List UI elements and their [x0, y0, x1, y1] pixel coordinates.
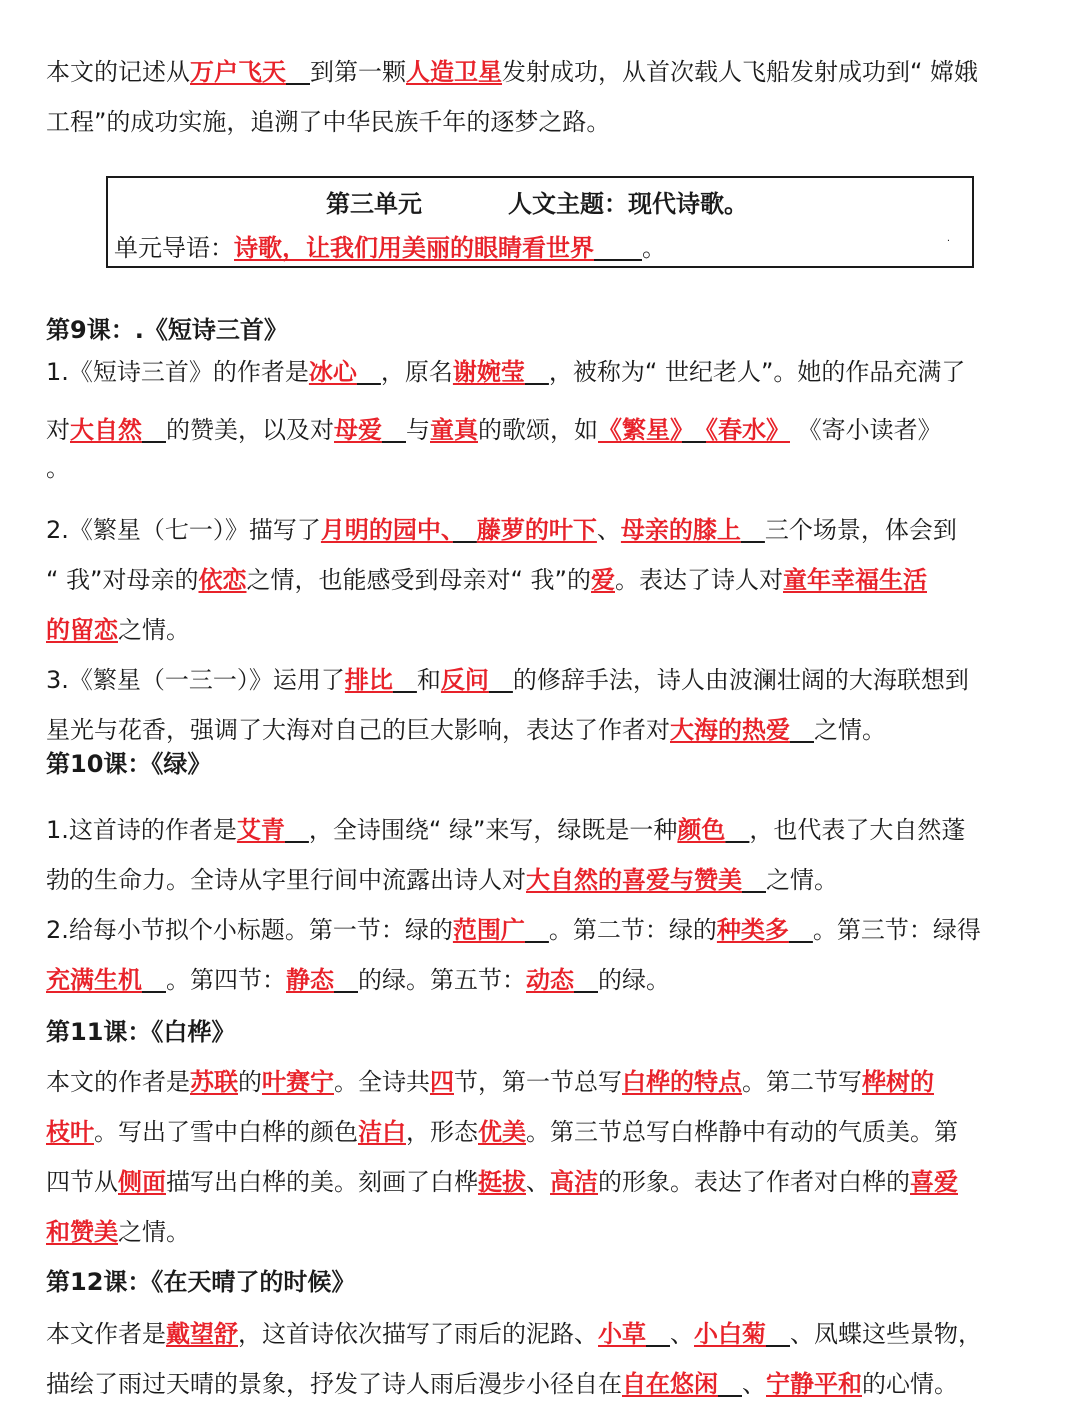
lesson9-q2-line-3: 的留恋之情。 — [46, 616, 190, 644]
answer: 叶赛宁 — [262, 1068, 334, 1096]
unit-guide — [114, 232, 666, 264]
answer: 月明的园中、 — [320, 516, 453, 544]
lesson9-q1-line-2: 对大自然 的赞美，以及对母爱 与童真的歌颂，如《繁星》 《春水》 《寄小读者》 — [46, 416, 942, 444]
answer: 白桦的特点 — [622, 1068, 742, 1096]
answer: 藤萝的叶下 — [476, 516, 597, 544]
text: 。 — [642, 234, 666, 262]
text: 发射成功，从首次载人飞船发射成功到“ 嫦娥 — [502, 58, 979, 86]
lesson11-line-3: 四节从侧面描写出白桦的美。刻画了白桦挺拔、高洁的形象。表达了作者对白桦的喜爱 — [46, 1168, 958, 1196]
heading-text: 第9课：.《短诗三首》 — [46, 316, 288, 344]
answer: 爱 — [591, 566, 615, 594]
answer: 小白菊 — [694, 1320, 766, 1348]
answer: 颜色 — [677, 816, 726, 844]
heading-text: 第11课：《白桦》 — [46, 1018, 236, 1046]
answer: 动态 — [526, 966, 574, 994]
lesson9-q3-line-1: 3.《繁星（一三一）》运用了排比 和反问 的修辞手法，诗人由波澜壮阔的大海联想到 — [46, 666, 969, 694]
lesson12-heading — [46, 1266, 355, 1298]
answer: 四 — [430, 1068, 454, 1096]
answer: 高洁 — [550, 1168, 598, 1196]
answer: 宁静平和 — [766, 1370, 862, 1398]
answer: 喜爱 — [910, 1168, 958, 1196]
answer: 人造卫星 — [406, 58, 502, 86]
lesson10-q2-line-2: 充满生机 。第四节：静态 的绿。第五节：动态 的绿。 — [46, 966, 670, 994]
answer: 谢婉莹 — [452, 358, 525, 386]
text: 到第一颗 — [310, 58, 406, 86]
answer: 苏联 — [190, 1068, 238, 1096]
answer: 大自然 — [70, 416, 142, 444]
lesson11-heading — [46, 1016, 235, 1048]
answer: 优美 — [478, 1118, 526, 1146]
lesson9-q2-line-1: 2.《繁星（七一）》描写了月明的园中、 藤萝的叶下、母亲的膝上 三个场景，体会到 — [46, 516, 957, 544]
answer: 侧面 — [118, 1168, 166, 1196]
answer: 大自然的喜爱与赞美 — [526, 866, 742, 894]
answer: 反问 — [440, 666, 489, 694]
answer: 的留恋 — [46, 616, 118, 644]
answer: 枝叶 — [46, 1118, 94, 1146]
answer: 桦树的 — [862, 1068, 934, 1096]
answer: 挺拔 — [478, 1168, 526, 1196]
answer: 小草 — [598, 1320, 646, 1348]
answer: 范围广 — [452, 916, 525, 944]
answer: 排比 — [344, 666, 393, 694]
answer: 童年幸福生活 — [783, 566, 927, 594]
unit-theme: 人文主题：现代诗歌。 — [508, 190, 748, 218]
answer: 种类多 — [716, 916, 789, 944]
guide-label: 单元导语： — [114, 234, 234, 262]
answer: 诗歌，让我们用美丽的眼睛看世界 — [234, 234, 594, 262]
unit-box — [106, 176, 974, 268]
answer: 充满生机 — [46, 966, 142, 994]
lesson12-line-2: 描绘了雨过天晴的景象，抒发了诗人雨后漫步小径自在自在悠闲 、宁静平和的心情。 — [46, 1370, 958, 1398]
text: 本文的记述从 — [46, 58, 190, 86]
answer: 静态 — [286, 966, 334, 994]
dot-mark: · — [946, 236, 950, 247]
lesson10-q1-line-2: 勃的生命力。全诗从字里行间中流露出诗人对大自然的喜爱与赞美 之情。 — [46, 866, 838, 894]
answer: 《繁星》 — [598, 416, 682, 444]
heading-text: 第12课：《在天晴了的时候》 — [46, 1268, 356, 1296]
answer: 冰心 — [308, 358, 357, 386]
lesson10-q2-line-1: 2.给每小节拟个小标题。第一节：绿的范围广 。第二节：绿的种类多 。第三节：绿得 — [46, 916, 981, 944]
lesson9-q2-line-2: “ 我”对母亲的依恋之情，也能感受到母亲对“ 我”的爱。表达了诗人对童年幸福生活 — [46, 566, 927, 594]
answer: 依恋 — [198, 566, 247, 594]
lesson10-q1-line-1: 1.这首诗的作者是艾青 ，全诗围绕“ 绿”来写，绿既是一种颜色 ，也代表了大自然蓬 — [46, 816, 966, 844]
answer: 戴望舒 — [166, 1320, 238, 1348]
answer: 艾青 — [236, 816, 285, 844]
answer: 自在悠闲 — [622, 1370, 718, 1398]
answer: 大海的热爱 — [670, 716, 790, 744]
lesson11-line-4: 和赞美之情。 — [46, 1218, 190, 1246]
lesson9-heading — [46, 314, 288, 346]
answer: 母亲的膝上 — [620, 516, 741, 544]
answer: 童真 — [430, 416, 478, 444]
answer: 《春水》 — [706, 416, 790, 444]
lesson9-q1-line-3: 。 — [46, 454, 70, 482]
lesson10-heading — [46, 748, 211, 780]
intro-line-1 — [46, 56, 978, 88]
heading-text: 第10课：《绿》 — [46, 750, 212, 778]
answer: 洁白 — [358, 1118, 406, 1146]
lesson12-line-1: 本文作者是戴望舒，这首诗依次描写了雨后的泥路、小草 、小白菊 、凤蝶这些景物， — [46, 1320, 982, 1348]
intro-line-2 — [46, 106, 610, 138]
unit-name: 第三单元 — [326, 190, 422, 218]
text: 工程”的成功实施，追溯了中华民族千年的逐梦之路。 — [46, 108, 611, 136]
lesson9-q1-line-1: 1.《短诗三首》的作者是冰心 ，原名谢婉莹 ，被称为“ 世纪老人”。她的作品充满了 — [46, 358, 966, 386]
answer: 和赞美 — [46, 1218, 118, 1246]
lesson9-q3-line-2: 星光与花香，强调了大海对自己的巨大影响，表达了作者对大海的热爱 之情。 — [46, 716, 886, 744]
answer: 万户飞天 — [190, 58, 286, 86]
lesson11-line-1: 本文的作者是苏联的叶赛宁。全诗共四节，第一节总写白桦的特点。第二节写桦树的 — [46, 1068, 934, 1096]
lesson11-line-2: 枝叶。写出了雪中白桦的颜色洁白，形态优美。第三节总写白桦静中有动的气质美。第 — [46, 1118, 958, 1146]
answer: 母爱 — [334, 416, 382, 444]
